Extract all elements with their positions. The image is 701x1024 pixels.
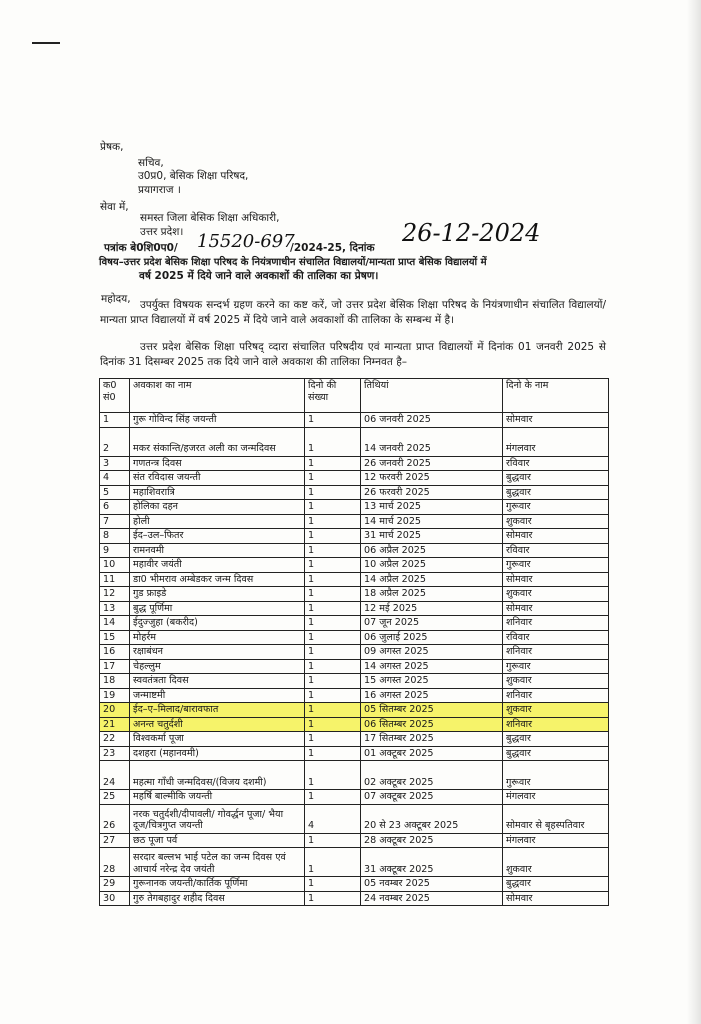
cell-day-count: 1 [305,616,361,631]
table-row [100,529,609,544]
cell-date: 12 फरवरी 2025 [361,471,503,486]
cell-day-name: रविवार [503,456,609,471]
cell-holiday-name: होली [130,514,305,529]
cell-day-name: सोमवार [503,529,609,544]
cell-date: 02 अक्टूबर 2025 [361,761,503,790]
header-day-names: दिनो के नाम [503,379,609,413]
cell-day-count: 1 [305,732,361,747]
cell-holiday-name: छठ पूजा पर्व [130,833,305,848]
to-line1: समस्त जिला बेसिक शिक्षा अधिकारी, [140,212,280,224]
cell-serial: 6 [100,500,130,515]
cell-date: 12 मई 2025 [361,601,503,616]
cell-date: 14 अप्रैल 2025 [361,572,503,587]
cell-date: 18 अप्रैल 2025 [361,587,503,602]
cell-serial: 27 [100,833,130,848]
cell-day-count: 1 [305,500,361,515]
cell-day-name: बुद्धवार [503,732,609,747]
cell-serial: 26 [100,804,130,833]
subject-line1: विषय–उत्तर प्रदेश बेसिक शिक्षा परिषद के नियंत्रणाधीन संचालित विद्यालयों/मान्यता प्राप्त बेसिक विद्यालयों में [99,257,487,268]
cell-date: 17 सितम्बर 2025 [361,732,503,747]
cell-holiday-name: महत्मा गाँधी जन्मदिवस/(विजय दशमी) [130,761,305,790]
cell-day-name: शुकवार [503,703,609,718]
cell-serial: 5 [100,485,130,500]
cell-day-count: 1 [305,514,361,529]
cell-serial: 13 [100,601,130,616]
cell-day-count: 1 [305,645,361,660]
table-row [100,848,609,877]
cell-day-count: 1 [305,413,361,428]
cell-date: 28 अक्टूबर 2025 [361,833,503,848]
cell-holiday-name: होलिका दहन [130,500,305,515]
cell-serial: 29 [100,877,130,892]
cell-day-name: शनिवार [503,688,609,703]
cell-serial: 10 [100,558,130,573]
to-label: सेवा में, [100,201,129,213]
paragraph-2: उत्तर प्रदेश बेसिक शिक्षा परिषद् व्दारा संचालित परिषदीय एवं मान्यता प्राप्त विद्यालयों में दिनांक 01 जनवरी 2025 से दिनांक 31 दिसम्बर 2025 तक दिये जाने वाले अवकाश की तालिका निम्नवत है– [100,341,606,368]
cell-day-name: सोमवार [503,891,609,906]
date-handwritten: 26-12-2024 [402,219,541,247]
cell-day-count: 1 [305,601,361,616]
table-row [100,543,609,558]
cell-day-count: 1 [305,717,361,732]
cell-date: 24 नवम्बर 2025 [361,891,503,906]
cell-date: 07 जून 2025 [361,616,503,631]
table-row [100,717,609,732]
cell-day-name: सोमवार [503,572,609,587]
cell-date: 09 अगस्त 2025 [361,645,503,660]
cell-serial: 8 [100,529,130,544]
cell-holiday-name: महावीर जयंती [130,558,305,573]
cell-serial: 28 [100,848,130,877]
cell-date: 26 जनवरी 2025 [361,456,503,471]
cell-day-name: गुरूवार [503,500,609,515]
cell-holiday-name: डा0 भीमराव अम्बेडकर जन्म दिवस [130,572,305,587]
cell-date: 20 से 23 अक्टूबर 2025 [361,804,503,833]
table-row [100,587,609,602]
cell-holiday-name: गुरूनानक जयन्ती/कार्तिक पूर्णिमा [130,877,305,892]
cell-date: 06 जुलाई 2025 [361,630,503,645]
cell-day-count: 1 [305,891,361,906]
header-day-count: दिनो की संख्या [305,379,361,413]
cell-serial: 20 [100,703,130,718]
cell-day-count: 1 [305,630,361,645]
cell-date: 05 नवम्बर 2025 [361,877,503,892]
cell-holiday-name: गुड फ्राइडे [130,587,305,602]
salutation: महोदय, [101,293,131,305]
header-serial: क0 सं0 [100,379,130,413]
cell-holiday-name: गुरु तेगबहादुर शहीद दिवस [130,891,305,906]
cell-serial: 12 [100,587,130,602]
table-row [100,471,609,486]
table-row [100,659,609,674]
table-row [100,514,609,529]
cell-holiday-name: विश्वकर्मा पूजा [130,732,305,747]
table-row [100,703,609,718]
cell-day-name: गुरूवार [503,558,609,573]
header-holiday-name: अवकाश का नाम [130,379,305,413]
cell-holiday-name: ईदुज्जुहा (बकरीद) [130,616,305,631]
table-row [100,616,609,631]
cell-day-count: 1 [305,746,361,761]
cell-holiday-name: स्ववतंत्रता दिवस [130,674,305,689]
cell-day-name: शुकवार [503,674,609,689]
cell-holiday-name: सरदार बल्लभ भाई पटेल का जन्म दिवस एवं आचार्य नरेन्द्र देव जयंती [130,848,305,877]
cell-date: 31 अक्टूबर 2025 [361,848,503,877]
cell-day-count: 1 [305,529,361,544]
cell-serial: 3 [100,456,130,471]
cell-serial: 30 [100,891,130,906]
cell-day-name: मंगलवार [503,427,609,456]
cell-day-count: 1 [305,456,361,471]
table-row [100,485,609,500]
cell-holiday-name: गुरू गोविन्द सिंह जयन्ती [130,413,305,428]
cell-day-count: 1 [305,659,361,674]
cell-date: 14 मार्च 2025 [361,514,503,529]
cell-day-count: 1 [305,761,361,790]
cell-day-name: शनिवार [503,616,609,631]
table-body [100,413,609,906]
cell-date: 07 अक्टूबर 2025 [361,790,503,805]
cell-day-name: सोमवार [503,413,609,428]
cell-day-count: 1 [305,485,361,500]
sender-line1: सचिव, [138,157,164,169]
cell-serial: 1 [100,413,130,428]
paragraph-1: उपर्युक्त विषयक सन्दर्भ ग्रहण करने का कष्ट करें, जो उत्तर प्रदेश बेसिक शिक्षा परिषद के नियंत्रणाधीन संचालित विद्यालयों/मान्यता प्राप्त विद्यालयों में वर्ष 2025 में दिये जाने वाले अवकाशों की तालिका के सम्बन्ध में है। [100,299,606,326]
cell-day-count: 1 [305,572,361,587]
cell-date: 06 अप्रैल 2025 [361,543,503,558]
cell-day-name: मंगलवार [503,833,609,848]
table-row [100,790,609,805]
table-row [100,601,609,616]
cell-holiday-name: महर्षि बाल्मीकि जयन्ती [130,790,305,805]
cell-day-count: 1 [305,833,361,848]
cell-serial: 9 [100,543,130,558]
cell-serial: 24 [100,761,130,790]
cell-holiday-name: बुद्ध पूर्णिमा [130,601,305,616]
cell-date: 14 अगस्त 2025 [361,659,503,674]
cell-day-count: 1 [305,471,361,486]
cell-day-name: रविवार [503,543,609,558]
cell-serial: 22 [100,732,130,747]
table-row [100,891,609,906]
cell-day-name: गुरूवार [503,761,609,790]
table-row [100,761,609,790]
table-row [100,456,609,471]
table-header-row [100,379,609,413]
cell-day-count: 4 [305,804,361,833]
cell-day-name: बुद्धवार [503,877,609,892]
cell-day-name: रविवार [503,630,609,645]
cell-day-name: शुकवार [503,587,609,602]
cell-date: 15 अगस्त 2025 [361,674,503,689]
subject-line2: वर्ष 2025 में दिये जाने वाले अवकाशों की तालिका का प्रेषण। [139,270,379,282]
cell-holiday-name: रामनवमी [130,543,305,558]
corner-mark [32,42,60,44]
cell-day-name: शनिवार [503,717,609,732]
cell-serial: 17 [100,659,130,674]
cell-serial: 16 [100,645,130,660]
cell-day-count: 1 [305,558,361,573]
table-row [100,630,609,645]
ref-prefix: पत्रांक बे0शि0प0/ [104,242,178,254]
cell-holiday-name: मोहर्रम [130,630,305,645]
cell-holiday-name: रक्षाबंधन [130,645,305,660]
cell-date: 16 अगस्त 2025 [361,688,503,703]
cell-date: 10 अप्रैल 2025 [361,558,503,573]
cell-day-count: 1 [305,674,361,689]
table-row [100,804,609,833]
cell-holiday-name: नरक चतुर्दशी/दीपावली/ गोवर्द्धन पूजा/ भैया दूज/चित्रगुप्त जयन्ती [130,804,305,833]
table-row [100,833,609,848]
cell-day-name: बुद्धवार [503,485,609,500]
cell-holiday-name: गणतन्त्र दिवस [130,456,305,471]
cell-holiday-name: मकर संकान्ति/हजरत अली का जन्मदिवस [130,427,305,456]
cell-serial: 18 [100,674,130,689]
cell-day-count: 1 [305,688,361,703]
cell-day-count: 1 [305,877,361,892]
cell-holiday-name: अनन्त चतुर्दशी [130,717,305,732]
to-line2: उत्तर प्रदेश। [140,226,184,238]
cell-day-count: 1 [305,848,361,877]
table-row [100,645,609,660]
cell-serial: 7 [100,514,130,529]
cell-holiday-name: ईद–ए–मिलाद/बारावफात [130,703,305,718]
cell-holiday-name: चेहल्लुम [130,659,305,674]
cell-serial: 11 [100,572,130,587]
table-row [100,572,609,587]
cell-holiday-name: ईद–उल–फितर [130,529,305,544]
ref-suffix: /2024-25, दिनांक [290,242,375,254]
cell-date: 06 सितम्बर 2025 [361,717,503,732]
table-row [100,732,609,747]
cell-day-name: सोमवार से बृहस्पतिवार [503,804,609,833]
cell-holiday-name: दशहरा (महानवमी) [130,746,305,761]
cell-day-name: शनिवार [503,645,609,660]
table-row [100,500,609,515]
cell-day-name: बुद्धवार [503,471,609,486]
cell-date: 06 जनवरी 2025 [361,413,503,428]
sender-line2: उ0प्र0, बेसिक शिक्षा परिषद, [138,170,249,182]
sender-label: प्रेषक, [100,141,124,153]
table-row [100,558,609,573]
table-row [100,674,609,689]
cell-date: 14 जनवरी 2025 [361,427,503,456]
table-row [100,427,609,456]
table-row [100,746,609,761]
cell-day-count: 1 [305,790,361,805]
cell-holiday-name: जन्माष्टमी [130,688,305,703]
cell-serial: 25 [100,790,130,805]
cell-day-name: शुकवार [503,848,609,877]
cell-day-name: शुकवार [503,514,609,529]
header-dates: तिथियां [361,379,503,413]
cell-date: 01 अक्टूबर 2025 [361,746,503,761]
holiday-table [99,378,609,906]
cell-date: 26 फरवरी 2025 [361,485,503,500]
cell-serial: 4 [100,471,130,486]
cell-day-name: मंगलवार [503,790,609,805]
cell-serial: 23 [100,746,130,761]
cell-holiday-name: महाशिवरात्रि [130,485,305,500]
cell-day-count: 1 [305,587,361,602]
cell-date: 31 मार्च 2025 [361,529,503,544]
cell-day-name: बुद्धवार [503,746,609,761]
table-row [100,688,609,703]
cell-day-count: 1 [305,703,361,718]
cell-serial: 21 [100,717,130,732]
cell-serial: 15 [100,630,130,645]
cell-day-name: गुरूवार [503,659,609,674]
table-row [100,413,609,428]
cell-day-count: 1 [305,427,361,456]
cell-serial: 2 [100,427,130,456]
cell-date: 13 मार्च 2025 [361,500,503,515]
cell-serial: 19 [100,688,130,703]
cell-date: 05 सितम्बर 2025 [361,703,503,718]
cell-serial: 14 [100,616,130,631]
cell-holiday-name: संत रविदास जयन्ती [130,471,305,486]
cell-day-name: सोमवार [503,601,609,616]
table-row [100,877,609,892]
page-edge-shadow [687,0,701,1024]
cell-day-count: 1 [305,543,361,558]
sender-line3: प्रयागराज । [138,184,181,196]
ref-number-handwritten: 15520-697 [197,231,295,252]
